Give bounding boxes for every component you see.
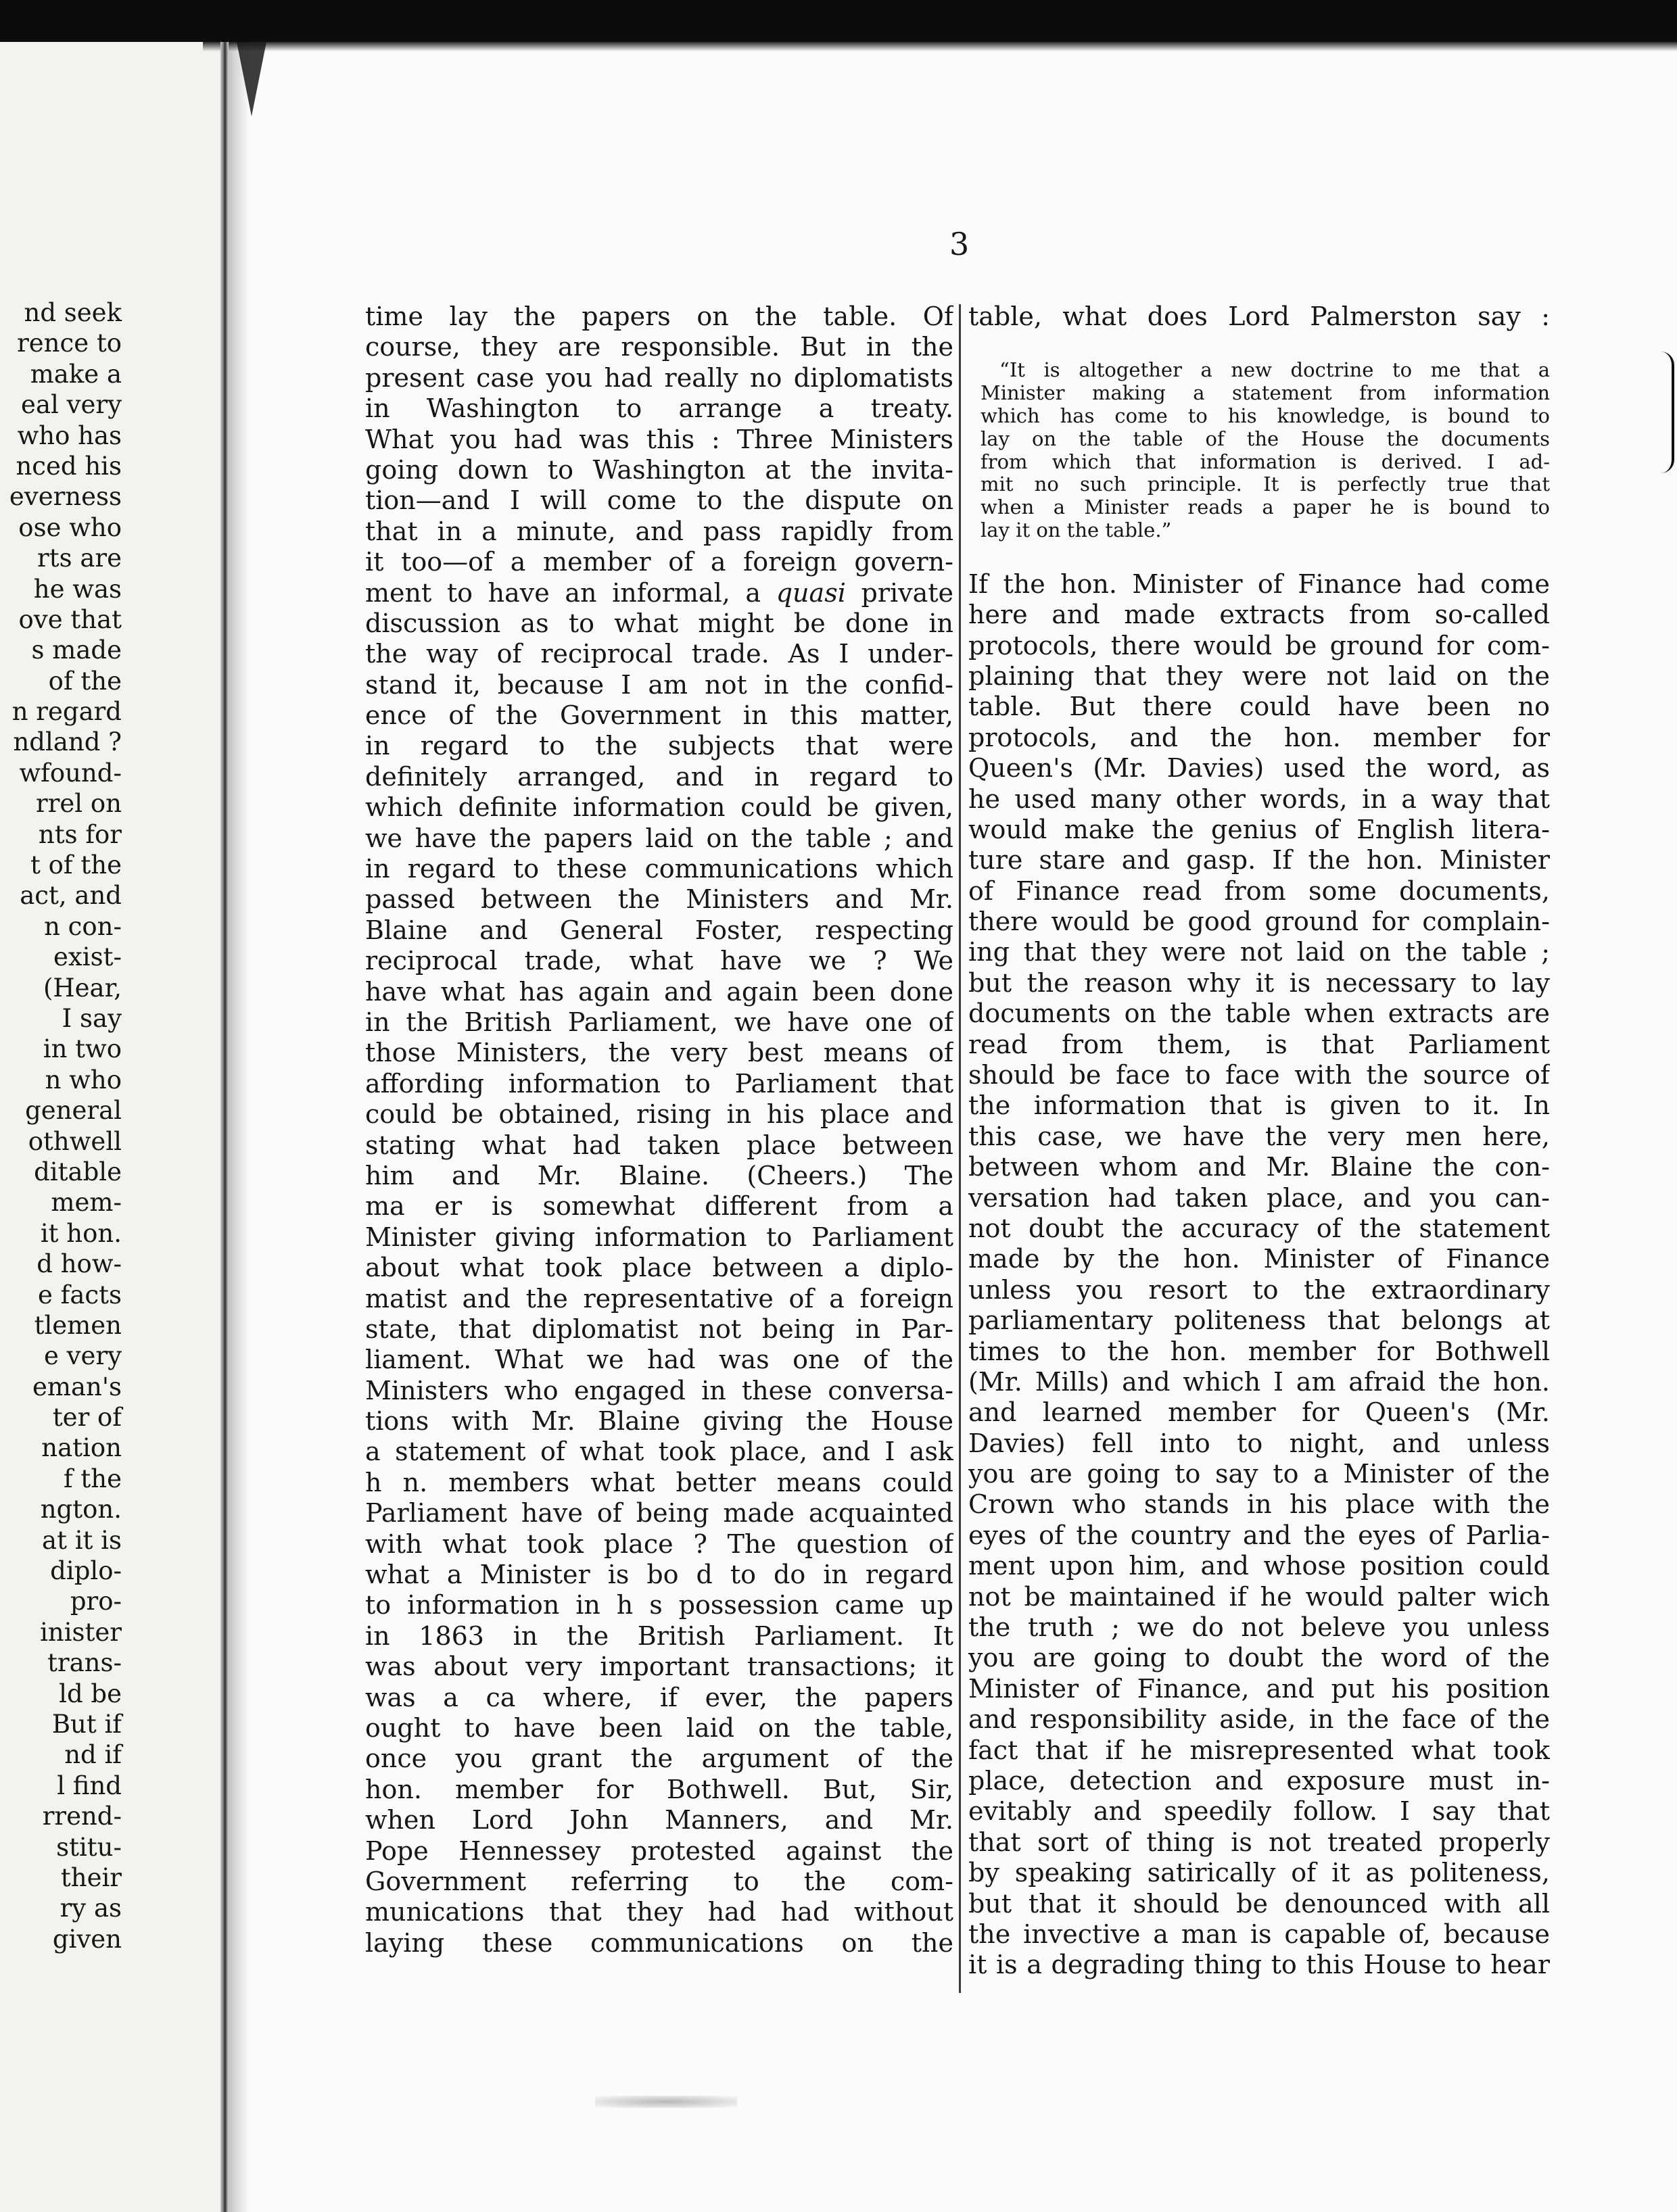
fragment-line: inister <box>40 1617 122 1647</box>
fragment-line: ngton. <box>40 1495 122 1524</box>
fragment-line: it hon. <box>40 1218 122 1248</box>
text-line: with what took place ? The question of <box>365 1529 953 1559</box>
text-line: h n. members what better means could <box>365 1467 953 1497</box>
text-line: going down to Washington at the invita- <box>365 454 953 485</box>
text-line: made by the hon. Minister of Finance <box>968 1244 1550 1274</box>
text-line: you are going to say to a Minister of the <box>968 1459 1550 1489</box>
text-line: tions with Mr. Blaine giving the House <box>365 1406 953 1437</box>
fragment-line: nd if <box>64 1740 122 1770</box>
fragment-line: mem- <box>51 1188 122 1218</box>
fragment-line: everness <box>9 482 122 512</box>
text-line: in Washington to arrange a treaty. <box>365 393 953 424</box>
text-line: table. But there could have been no <box>968 692 1550 722</box>
page-edge-mark <box>1661 352 1674 473</box>
text-line: protocols, there would be ground for com- <box>968 630 1550 660</box>
fragment-line: e very <box>43 1341 122 1371</box>
quote-line: from which that information is derived. I ad- <box>981 450 1550 473</box>
text-line: laying these communications on the <box>365 1927 953 1958</box>
fragment-line: who has <box>17 420 122 450</box>
fragment-line: f the <box>63 1464 122 1493</box>
text-line: If the hon. Minister of Finance had come <box>968 569 1550 599</box>
fragment-line: e facts <box>38 1280 122 1309</box>
text-line: ment to have an informal, a quasi private <box>365 577 953 608</box>
fragment-line: n con- <box>44 911 122 941</box>
fragment-line: exist- <box>53 942 122 972</box>
text-line: would make the genius of English litera- <box>968 814 1550 844</box>
text-column-middle <box>365 302 953 1958</box>
text-line: we have the papers laid on the table ; and <box>365 823 953 853</box>
text-line: present case you had really no diplomatists <box>365 362 953 393</box>
fragment-line: nation <box>41 1433 122 1463</box>
fragment-line: their <box>60 1862 122 1892</box>
fragment-line: rts are <box>37 544 122 573</box>
text-line: not be maintained if he would palter wich <box>968 1581 1550 1612</box>
text-line: ture stare and gasp. If the hon. Minister <box>968 845 1550 875</box>
text-line: (Mr. Mills) and which I am afraid the hon. <box>968 1366 1550 1397</box>
text-line: was a ca where, if ever, the papers <box>365 1682 953 1712</box>
text-line: and learned member for Queen's (Mr. <box>968 1397 1550 1428</box>
previous-page-text-fragment <box>0 297 122 1954</box>
text-line: hon. member for Bothwell. But, Sir, <box>365 1774 953 1804</box>
text-line: definitely arranged, and in regard to <box>365 761 953 792</box>
fragment-line: s made <box>31 635 122 665</box>
fragment-line: in two <box>43 1034 122 1064</box>
fragment-line: pro- <box>70 1587 122 1616</box>
fragment-line: stitu- <box>56 1832 122 1862</box>
text-line: it is a degrading thing to this House to hear <box>968 1950 1550 1980</box>
text-line: but that it should be denounced with all <box>968 1888 1550 1919</box>
fragment-line: ndland ? <box>13 727 122 757</box>
text-line: ing that they were not laid on the table ; <box>968 937 1550 967</box>
text-line: was about very important transactions; it <box>365 1652 953 1682</box>
quote-line: “It is altogether a new doctrine to me that a <box>999 359 1550 382</box>
text-line: those Ministers, the very best means of <box>365 1038 953 1068</box>
text-line: what a Minister is bo d to do in regard <box>365 1560 953 1590</box>
quote-line: when a Minister reads a paper he is bound to <box>981 496 1550 519</box>
text-line: passed between the Ministers and Mr. <box>365 884 953 915</box>
text-line: read from them, is that Parliament <box>968 1029 1550 1059</box>
page-fold-line <box>220 42 229 2212</box>
text-line: stand it, because I am not in the confid- <box>365 669 953 700</box>
text-line: you are going to doubt the word of the <box>968 1643 1550 1673</box>
text-line: unless you resort to the extraordinary <box>968 1274 1550 1305</box>
fragment-line: rence to <box>17 329 122 358</box>
text-line: in the British Parliament, we have one of <box>365 1007 953 1037</box>
scanner-border <box>0 0 1677 42</box>
text-line: the truth ; we do not beleve you unless <box>968 1612 1550 1643</box>
text-line: place, detection and exposure must in- <box>968 1766 1550 1796</box>
fragment-line: act, and <box>20 881 122 911</box>
text-line: that sort of thing is not treated properly <box>968 1827 1550 1857</box>
fragment-line: rrel on <box>36 789 122 819</box>
text-line: but the reason why it is necessary to lay <box>968 967 1550 998</box>
fragment-line: n regard <box>11 697 122 727</box>
quote-line: lay on the table of the House the documents <box>981 427 1550 450</box>
quote-line: Minister making a statement from information <box>981 382 1550 405</box>
fragment-line: ry as <box>60 1894 122 1923</box>
text-line: matist and the representative of a foreign <box>365 1283 953 1314</box>
text-line: here and made extracts from so-called <box>968 600 1550 630</box>
text-line: the invective a man is capable of, because <box>968 1919 1550 1949</box>
text-line: affording information to Parliament that <box>365 1068 953 1099</box>
fragment-line: nts for <box>38 819 122 849</box>
fragment-line: rrend- <box>42 1802 122 1831</box>
fragment-line: ose who <box>18 512 122 542</box>
text-line: should be face to face with the source of <box>968 1060 1550 1090</box>
fragment-line: But if <box>51 1709 122 1739</box>
text-line: Government referring to the com- <box>365 1866 953 1896</box>
text-line: ence of the Government in this matter, <box>365 700 953 731</box>
text-line: of Finance read from some documents, <box>968 875 1550 906</box>
italic-word: quasi <box>776 577 846 608</box>
text-line: protocols, and the hon. member for <box>968 722 1550 752</box>
text-line: have what has again and again been done <box>365 976 953 1007</box>
text-line: Pope Hennessey protested against the <box>365 1835 953 1866</box>
text-line: by speaking satirically of it as politeness, <box>968 1858 1550 1888</box>
text-line: about what took place between a diplo- <box>365 1253 953 1283</box>
text-line: evitably and speedily follow. I say that <box>968 1796 1550 1827</box>
fragment-line: of the <box>48 666 122 696</box>
text-line: the way of reciprocal trade. As I under- <box>365 639 953 669</box>
text-line: ment upon him, and whose position could <box>968 1551 1550 1581</box>
scanner-border-fringe <box>203 42 1677 51</box>
text-line: and responsibility aside, in the face of the <box>968 1704 1550 1735</box>
text-line: Ministers who engaged in these conversa- <box>365 1375 953 1405</box>
text-line: documents on the table when extracts are <box>968 999 1550 1029</box>
fragment-line: trans- <box>47 1648 122 1678</box>
palmerston-quotation <box>968 359 1550 542</box>
fragment-line: nced his <box>16 451 122 481</box>
text-line: this case, we have the very men here, <box>968 1121 1550 1151</box>
quote-line: lay it on the table.” <box>981 519 1172 542</box>
text-line: not doubt the accuracy of the statement <box>968 1213 1550 1243</box>
fragment-line: l find <box>57 1771 122 1800</box>
fragment-line: general <box>25 1096 122 1126</box>
text-line: when Lord John Manners, and Mr. <box>365 1805 953 1835</box>
text-line: him and Mr. Blaine. (Cheers.) The <box>365 1160 953 1191</box>
text-line: ought to have been laid on the table, <box>365 1712 953 1743</box>
text-line: once you grant the argument of the <box>365 1744 953 1774</box>
text-line: reciprocal trade, what have we ? We <box>365 946 953 976</box>
text-line: in regard to these communications which <box>365 854 953 884</box>
quote-line: mit no such principle. It is perfectly true that <box>981 473 1550 496</box>
text-line: which definite information could be given, <box>365 792 953 823</box>
text-line: fact that if he misrepresented what took <box>968 1735 1550 1765</box>
text-line: a statement of what took place, and I ask <box>365 1437 953 1467</box>
text-line: Minister giving information to Parliament <box>365 1222 953 1252</box>
page-tear-mark <box>237 42 266 116</box>
text-line: tion—and I will come to the dispute on <box>365 485 953 516</box>
fragment-line: I say <box>62 1003 122 1033</box>
text-line: times to the hon. member for Bothwell <box>968 1336 1550 1366</box>
text-line: Parliament have of being made acquainted <box>365 1498 953 1529</box>
text-line: eyes of the country and the eyes of Parlia- <box>968 1520 1550 1550</box>
text-line: that in a minute, and pass rapidly from <box>365 516 953 546</box>
text-line: to information in h s possession came up <box>365 1590 953 1620</box>
text-line: time lay the papers on the table. Of <box>365 302 953 331</box>
fragment-line: at it is <box>42 1525 122 1555</box>
text-line: the information that is given to it. In <box>968 1090 1550 1121</box>
page-fold-shadow <box>229 42 249 2212</box>
text-line: munications that they had had without <box>365 1897 953 1927</box>
ink-smudge <box>595 2096 737 2108</box>
text-line: could be obtained, rising in his place and <box>365 1099 953 1130</box>
fragment-line: (Hear, <box>43 973 122 1003</box>
text-line: course, they are responsible. But in the <box>365 332 953 362</box>
text-line: stating what had taken place between <box>365 1130 953 1160</box>
text-line: he used many other words, in a way that <box>968 784 1550 814</box>
fragment-line: he was <box>33 574 122 604</box>
text-line: state, that diplomatist not being in Par- <box>365 1314 953 1344</box>
text-line: ma er is somewhat different from a <box>365 1191 953 1222</box>
text-line: What you had was this : Three Ministers <box>365 424 953 454</box>
page-number: 3 <box>949 226 970 262</box>
fragment-line: t of the <box>30 850 122 880</box>
text-line: plaining that they were not laid on the <box>968 660 1550 691</box>
text-line: in 1863 in the British Parliament. It <box>365 1620 953 1651</box>
fragment-line: othwell <box>28 1126 122 1156</box>
text-line: it too—of a member of a foreign govern- <box>365 547 953 577</box>
text-line: table, what does Lord Palmerston say : <box>968 302 1550 331</box>
text-line: Queen's (Mr. Davies) used the word, as <box>968 753 1550 784</box>
fragment-line: ld be <box>59 1679 122 1708</box>
fragment-line: make a <box>30 359 122 389</box>
text-line: Blaine and General Foster, respecting <box>365 915 953 945</box>
fragment-line: given <box>52 1924 122 1954</box>
text-column-right <box>968 302 1550 1981</box>
fragment-line: wfound- <box>19 758 122 788</box>
fragment-line: nd seek <box>24 298 122 327</box>
fragment-line: ove that <box>18 604 122 634</box>
fragment-line: diplo- <box>50 1556 122 1586</box>
column-rule <box>959 304 961 1993</box>
fragment-line: n who <box>45 1065 122 1095</box>
quote-line: which has come to his knowledge, is bound to <box>981 404 1550 427</box>
text-line: Minister of Finance, and put his position <box>968 1673 1550 1704</box>
text-line: versation had taken place, and you can- <box>968 1182 1550 1213</box>
text-line: liament. What we had was one of the <box>365 1345 953 1375</box>
text-line: Crown who stands in his place with the <box>968 1489 1550 1520</box>
fragment-line: ditable <box>34 1157 122 1186</box>
text-line: parliamentary politeness that belongs at <box>968 1305 1550 1336</box>
fragment-line: d how- <box>37 1249 122 1279</box>
text-line: in regard to the subjects that were <box>365 731 953 761</box>
right-column-body <box>968 569 1550 1981</box>
fragment-line: eman's <box>32 1372 122 1401</box>
fragment-line: tlemen <box>34 1310 122 1340</box>
text-line: Davies) fell into to night, and unless <box>968 1428 1550 1458</box>
text-line: there would be good ground for complain- <box>968 907 1550 937</box>
fragment-line: ter of <box>52 1403 122 1433</box>
text-line: between whom and Mr. Blaine the con- <box>968 1152 1550 1182</box>
text-line: discussion as to what might be done in <box>365 608 953 638</box>
fragment-line: eal very <box>21 390 122 420</box>
